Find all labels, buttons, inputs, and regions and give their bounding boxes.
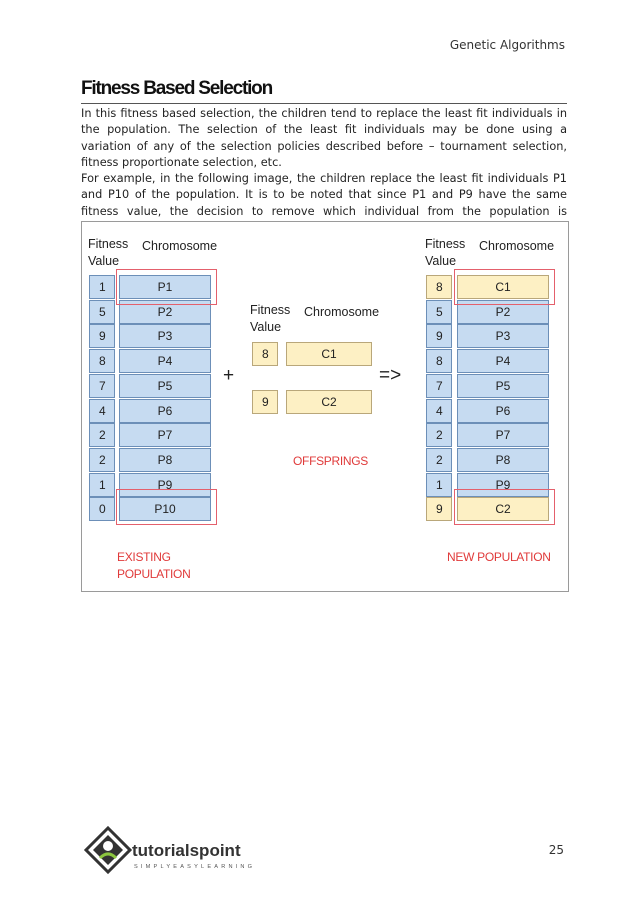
offsprings-caption: OFFSPRINGS: [293, 454, 369, 468]
offspring-chromosome-header: Chromosome: [304, 305, 380, 319]
plus-sign: +: [223, 365, 235, 386]
existing-chromosome-cell: P10: [119, 497, 211, 521]
new-chromosome-header: Chromosome: [479, 239, 555, 253]
existing-fitness-cell: 1: [89, 275, 115, 299]
highlight-box-new-bottom: [454, 489, 555, 525]
new-chromosome-cell: P7: [457, 423, 549, 447]
existing-chromosome-cell: P8: [119, 448, 211, 472]
highlight-box-existing-top: [116, 269, 217, 305]
new-fitness-header: Fitness Value: [425, 237, 466, 268]
offspring-fitness-header: Fitness Value: [250, 303, 291, 334]
new-chromosome-cell: P6: [457, 399, 549, 423]
existing-fitness-cell: 9: [89, 324, 115, 348]
highlight-box-new-top: [454, 269, 555, 305]
new-chromosome-cell: P9: [457, 473, 549, 497]
existing-chromosome-cell: P3: [119, 324, 211, 348]
existing-fitness-cell: 4: [89, 399, 115, 423]
page-number: 25: [548, 843, 564, 857]
new-chromosome-cell: P3: [457, 324, 549, 348]
existing-chromosome-cell: P4: [119, 349, 211, 373]
new-fitness-cell: 2: [426, 448, 452, 472]
existing-chromosome-cell: P7: [119, 423, 211, 447]
existing-population-caption: EXISTING POPULATION: [117, 550, 191, 581]
highlight-box-existing-bottom: [116, 489, 217, 525]
running-header: Genetic Algorithms: [449, 38, 565, 52]
section-title: Fitness Based Selection: [81, 78, 567, 104]
offspring-fitness-cell: 8: [252, 342, 278, 366]
new-chromosome-cell: P2: [457, 300, 549, 324]
new-chromosome-cell: C1: [457, 275, 549, 299]
arrow-sign: =>: [379, 365, 402, 386]
existing-fitness-cell: 5: [89, 300, 115, 324]
new-fitness-cell: 1: [426, 473, 452, 497]
new-fitness-cell: 2: [426, 423, 452, 447]
new-fitness-cell: 8: [426, 275, 452, 299]
existing-fitness-cell: 1: [89, 473, 115, 497]
new-fitness-cell: 8: [426, 349, 452, 373]
paragraph-intro: In this fitness based selection, the children tend to replace the least fit individuals in the population. The selection of the least fit individuals may be done using a variation of any of the selection policies described before – tournament selection, fitness proportionate selection, etc.: [81, 107, 567, 169]
new-chromosome-cell: P5: [457, 374, 549, 398]
fitness-selection-figure: [81, 221, 569, 592]
new-population-caption: NEW POPULATION: [447, 550, 551, 564]
new-chromosome-cell: P4: [457, 349, 549, 373]
offspring-chromosome-cell: C1: [286, 342, 372, 366]
existing-fitness-cell: 2: [89, 448, 115, 472]
existing-chromosome-cell: P6: [119, 399, 211, 423]
new-fitness-cell: 5: [426, 300, 452, 324]
tutorialspoint-logo: [82, 826, 282, 876]
existing-fitness-cell: 2: [89, 423, 115, 447]
new-fitness-cell: 4: [426, 399, 452, 423]
logo-wordmark: tutorialspoint: [132, 841, 241, 860]
existing-chromosome-cell: P1: [119, 275, 211, 299]
existing-fitness-header: Fitness Value: [88, 237, 129, 268]
new-fitness-cell: 7: [426, 374, 452, 398]
offspring-fitness-cell: 9: [252, 390, 278, 414]
logo-diamond-icon: [82, 826, 282, 876]
offspring-chromosome-cell: C2: [286, 390, 372, 414]
existing-chromosome-cell: P9: [119, 473, 211, 497]
new-chromosome-cell: C2: [457, 497, 549, 521]
existing-fitness-cell: 7: [89, 374, 115, 398]
new-fitness-cell: 9: [426, 324, 452, 348]
existing-fitness-cell: 0: [89, 497, 115, 521]
existing-chromosome-cell: P2: [119, 300, 211, 324]
logo-tagline: SIMPLYEASYLEARNING: [134, 864, 256, 870]
new-fitness-cell: 9: [426, 497, 452, 521]
existing-fitness-cell: 8: [89, 349, 115, 373]
new-chromosome-cell: P8: [457, 448, 549, 472]
existing-chromosome-header: Chromosome: [142, 239, 218, 253]
paragraph-example: For example, in the following image, the children replace the least fit individuals P1 and P10 of the population. It is to be noted that since P1 and P9 have the same fitness value, the decision to remove which individual from the population is: [81, 172, 567, 218]
existing-chromosome-cell: P5: [119, 374, 211, 398]
